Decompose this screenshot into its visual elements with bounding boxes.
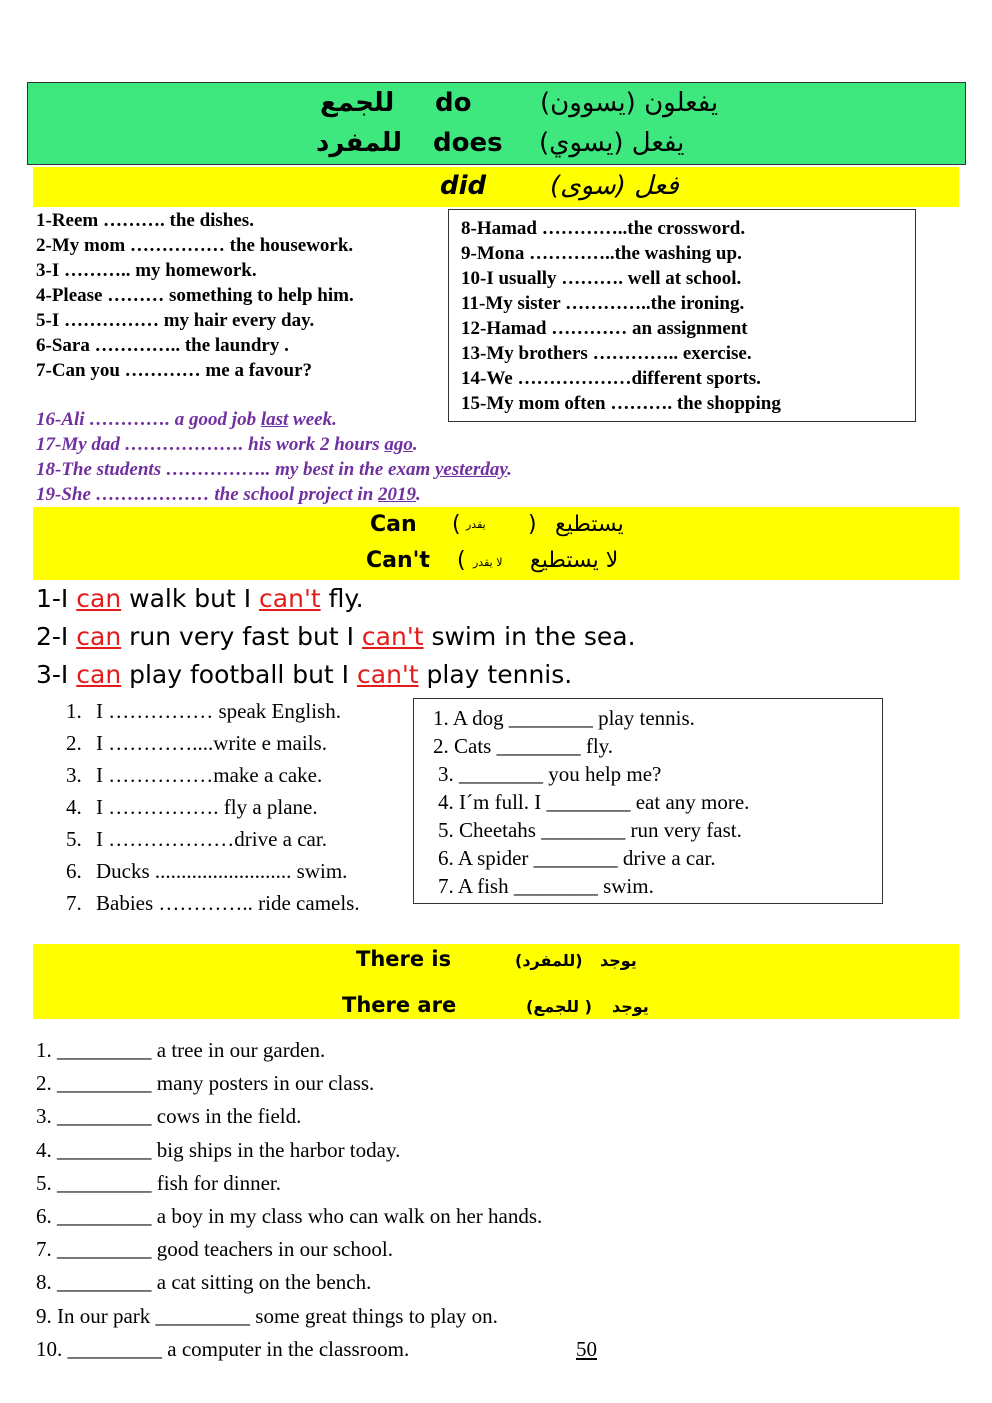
can-band: [33, 507, 959, 580]
can-exercise-number: 1.: [66, 699, 82, 723]
can-exercise-number: 6.: [66, 859, 82, 883]
did-exercise-text: 19-She ……………… the school project in: [36, 484, 379, 505]
can-box-exercise-item: 2. Cats ________ fly.: [433, 734, 614, 758]
do-exercise-item: 4-Please ……… something to help him.: [36, 285, 354, 306]
can-exercise-number: 3.: [66, 763, 82, 787]
can-ar-small: يقدر: [466, 518, 486, 531]
there-exercise-item: 7. _________ good teachers in our school.: [36, 1237, 393, 1262]
there-is-ar2: يوجد: [600, 951, 637, 970]
can-box-exercise-item: 3. ________ you help me?: [438, 762, 662, 786]
there-exercise-item: 1. _________ a tree in our garden.: [36, 1038, 326, 1062]
did-exercise-end: .: [416, 484, 421, 505]
there-exercise-item: 9. In our park _________ some great things to play on.: [36, 1303, 498, 1328]
did-word: did: [440, 171, 487, 201]
can-box-exercise-item: 1. A dog ________ play tennis.: [433, 706, 695, 730]
there-exercise-item: 8. _________ a cat sitting on the bench.: [36, 1270, 372, 1295]
can-exercise-number: 2.: [66, 731, 82, 755]
did-exercise-item: [36, 459, 512, 481]
do-exercise-item: 6-Sara ………….. the laundry .: [36, 335, 289, 356]
can-exercise-text: I ………………drive a car.: [96, 827, 327, 851]
do-box-exercise-item: 12-Hamad ………… an assignment: [461, 318, 748, 339]
there-exercise-item: 3. _________ cows in the field.: [36, 1104, 302, 1129]
do-exercise-item: 7-Can you ………… me a favour?: [36, 360, 313, 381]
can-exercise-item: [66, 763, 322, 788]
can-highlight: can: [76, 660, 122, 689]
there-band: [33, 944, 959, 1019]
there-are-word: There are: [342, 993, 457, 1017]
can-example-text: 1-I: [36, 584, 77, 613]
can-box-exercise-item: 5. Cheetahs ________ run very fast.: [438, 818, 742, 842]
there-is-ar: (للمفرد): [515, 951, 583, 970]
can-example-text: swim in the sea.: [423, 622, 636, 651]
can-paren-open: (: [452, 512, 461, 537]
can-example-text: 3-I: [36, 660, 77, 689]
did-time-word: 2019: [378, 484, 417, 505]
did-exercise-end: week.: [288, 409, 337, 430]
did-exercise-item: [36, 484, 421, 506]
do-exercise-item: 5-I …………… my hair every day.: [36, 310, 315, 331]
can-exercise-item: [66, 731, 327, 756]
there-are-ar: (للجمع ): [526, 997, 592, 1016]
does-word: does: [433, 128, 503, 158]
does-ar-left: للمفرد: [316, 128, 403, 158]
there-are-ar2: يوجد: [612, 997, 649, 1016]
can-example-text: 2-I: [36, 622, 77, 651]
can-example-text: play football but I: [121, 660, 357, 689]
did-exercise-end: .: [507, 459, 512, 480]
can-exercise-number: 5.: [66, 827, 82, 851]
do-ar-right: يفعلون (يسوون): [540, 88, 719, 118]
cant-highlight: can't: [357, 660, 419, 689]
there-exercise-item: 4. _________ big ships in the harbor today.: [36, 1137, 401, 1162]
can-word: Can: [370, 512, 417, 537]
did-exercise-end: .: [412, 434, 418, 455]
can-exercise-number: 7.: [66, 891, 82, 915]
can-highlight: can: [76, 584, 122, 613]
there-exercise-item: 6. _________ a boy in my class who can walk on her hands.: [36, 1204, 543, 1228]
did-time-word: last: [260, 409, 289, 430]
cant-highlight: can't: [361, 622, 424, 651]
do-ar-left: للجمع: [320, 88, 395, 118]
can-exercise-number: 4.: [66, 795, 82, 819]
can-example-text: fly.: [320, 584, 364, 613]
do-box-exercise-item: 11-My sister …………..the ironing.: [461, 293, 745, 314]
do-exercise-item: 1-Reem ………. the dishes.: [36, 210, 254, 231]
can-exercise-text: I ……………make a cake.: [96, 763, 323, 787]
did-ar-right: فعل (سوى): [550, 171, 679, 201]
do-exercise-item: 3-I ……….. my homework.: [36, 260, 257, 281]
can-example-sentence: [36, 660, 572, 689]
did-band: [33, 167, 959, 207]
do-exercise-item: 2-My mom …………… the housework.: [36, 235, 354, 256]
there-exercise-item: 10. _________ a computer in the classroom.: [36, 1336, 410, 1361]
do-box-exercise-item: 10-I usually ………. well at school.: [461, 268, 742, 289]
can-exercise-text: Ducks .......................... swim.: [96, 859, 348, 883]
there-exercise-item: 5. _________ fish for dinner.: [36, 1170, 281, 1195]
can-box-exercise-item: 6. A spider ________ drive a car.: [438, 846, 716, 870]
can-exercise-item: [66, 891, 360, 916]
can-exercise-item: [66, 795, 318, 820]
cant-ar: لا يستطيع: [530, 548, 619, 573]
did-exercise-text: 16-Ali …………. a good job: [36, 409, 261, 430]
do-box-exercise-item: 13-My brothers ………….. exercise.: [461, 343, 752, 364]
did-exercise-text: 18-The students …………….. my best in the exam: [36, 459, 435, 480]
does-ar-right: يفعل (يسوي): [539, 128, 685, 158]
can-exercise-item: [66, 859, 347, 884]
can-exercise-text: I ……………. fly a plane.: [96, 795, 318, 819]
can-example-text: walk but I: [121, 584, 260, 613]
did-time-word: ago: [384, 434, 413, 455]
can-example-text: play tennis.: [418, 660, 573, 689]
can-box-exercise-item: 4. I´m full. I ________ eat any more.: [438, 790, 750, 814]
can-box-exercise-item: 7. A fish ________ swim.: [438, 874, 654, 898]
do-box-exercise-item: 9-Mona …………..the washing up.: [461, 243, 742, 264]
there-is-word: There is: [356, 947, 452, 971]
do-word: do: [435, 88, 472, 118]
cant-word: Can't: [366, 548, 430, 573]
can-ar: يستطيع: [555, 512, 624, 537]
can-exercise-item: [66, 827, 327, 852]
can-exercise-item: [66, 699, 341, 724]
there-exercise-item: 2. _________ many posters in our class.: [36, 1071, 375, 1096]
do-box-exercise-item: 15-My mom often ………. the shopping: [461, 393, 781, 414]
did-exercise-item: [36, 409, 337, 431]
page-number: 50: [576, 1337, 597, 1361]
do-box-exercise-item: 14-We ………………different sports.: [461, 368, 761, 389]
cant-highlight: can't: [259, 584, 321, 613]
cant-ar-small: لا يقدر: [473, 556, 503, 569]
did-time-word: yesterday: [435, 459, 508, 480]
can-example-text: run very fast but I: [121, 622, 362, 651]
can-exercise-text: I …………… speak English.: [96, 699, 341, 723]
can-exercise-text: Babies ………….. ride camels.: [96, 891, 360, 915]
did-exercise-item: [36, 434, 418, 456]
did-exercise-text: 17-My dad ………………. his work 2 hours: [36, 434, 385, 455]
can-example-sentence: [36, 622, 636, 651]
can-example-sentence: [36, 584, 364, 613]
can-highlight: can: [76, 622, 122, 651]
cant-paren-open: (: [457, 548, 466, 573]
can-exercise-text: I …………....write e mails.: [96, 731, 327, 755]
do-box-exercise-item: 8-Hamad …………..the crossword.: [461, 218, 746, 239]
can-paren-close: ): [528, 512, 537, 537]
